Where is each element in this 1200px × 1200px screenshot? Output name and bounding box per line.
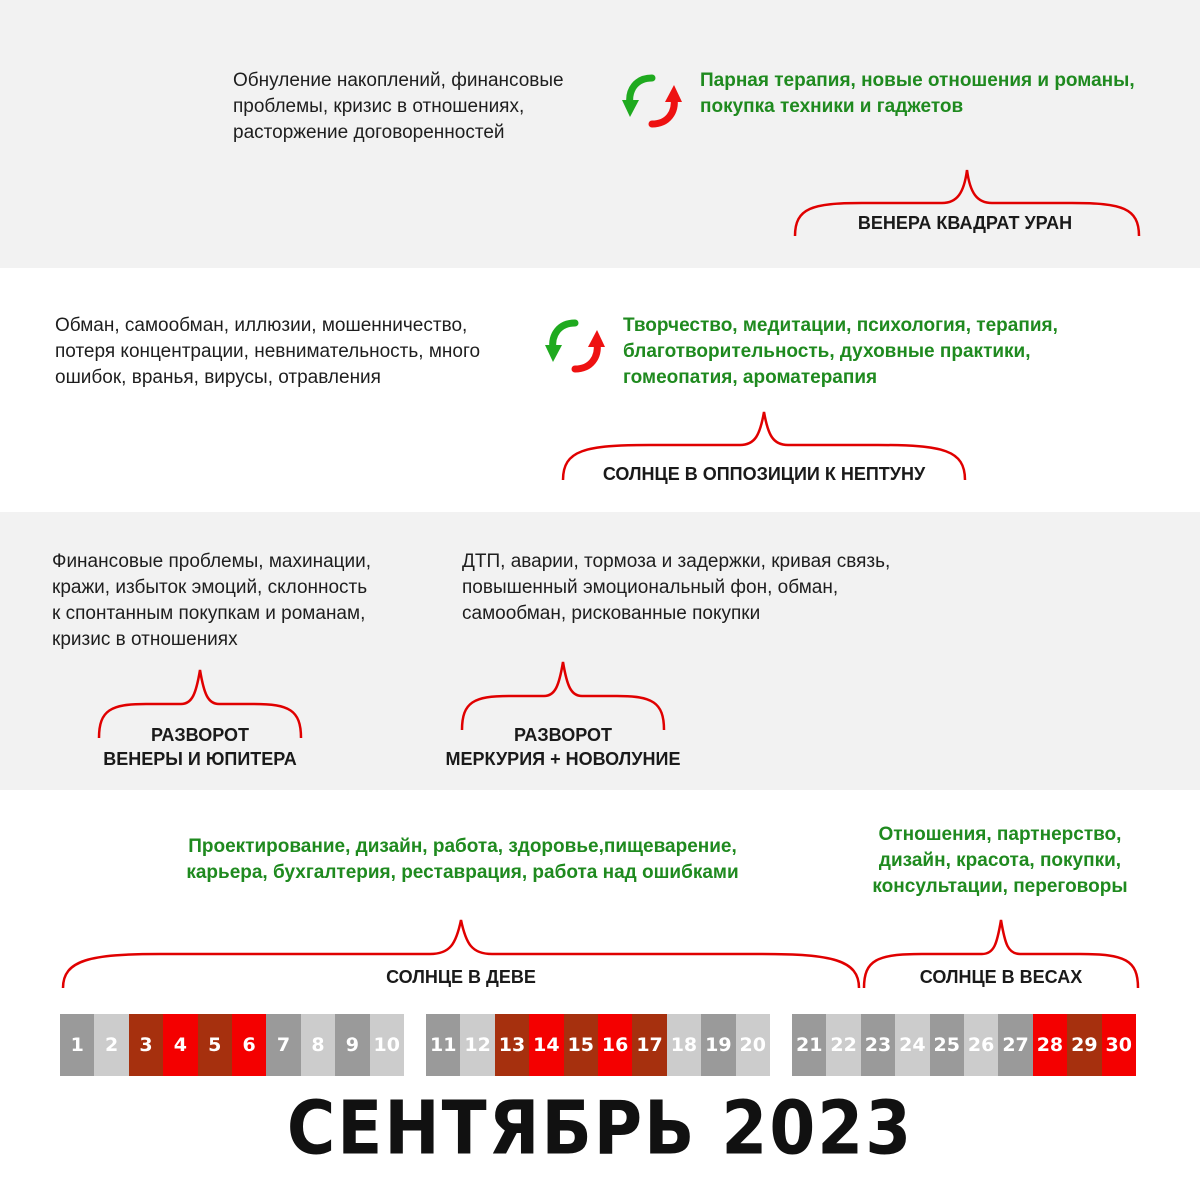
aspect-label: РАЗВОРОТ МЕРКУРИЯ + НОВОЛУНИЕ: [445, 725, 681, 769]
negative-effects-text: Обман, самообман, иллюзии, мошенничество, потеря концентрации, невнимательность, много ошибок, вранья, вирусы, отравления: [55, 315, 481, 388]
mercury-newmoon-effects-text: ДТП, аварии, тормоза и задержки, кривая связь, повышенный эмоциональный фон, обман, самообман, рискованные покупки: [462, 551, 891, 624]
calendar-day: 16: [598, 1014, 632, 1076]
calendar-day: 2: [94, 1014, 128, 1076]
positive-effects-text: Парная терапия, новые отношения и романы, покупка техники и гаджетов: [700, 70, 1135, 117]
calendar-day: 25: [930, 1014, 964, 1076]
sun-in-virgo-label: СОЛНЦЕ В ДЕВЕ: [386, 967, 536, 987]
calendar-week-group: [792, 1014, 1136, 1076]
aspect-label: РАЗВОРОТ ВЕНЕРЫ И ЮПИТЕРА: [103, 725, 297, 769]
calendar-day: 3: [129, 1014, 163, 1076]
calendar-day: 23: [861, 1014, 895, 1076]
calendar-week-group: [60, 1014, 404, 1076]
calendar-day: 6: [232, 1014, 266, 1076]
calendar-day: 15: [564, 1014, 598, 1076]
calendar-day: 24: [895, 1014, 929, 1076]
calendar-day: 22: [826, 1014, 860, 1076]
calendar-day: 7: [266, 1014, 300, 1076]
aspect-label: СОЛНЦЕ В ОППОЗИЦИИ К НЕПТУНУ: [602, 464, 926, 484]
calendar-day: 11: [426, 1014, 460, 1076]
calendar-day: 30: [1102, 1014, 1136, 1076]
calendar-day: 1: [60, 1014, 94, 1076]
aspect-label: ВЕНЕРА КВАДРАТ УРАН: [857, 213, 1073, 233]
refresh-cycle-icon: [545, 315, 605, 377]
calendar-day: 18: [667, 1014, 701, 1076]
calendar-day: 21: [792, 1014, 826, 1076]
sun-in-libra-label: СОЛНЦЕ В ВЕСАХ: [919, 967, 1083, 987]
calendar-day: 9: [335, 1014, 369, 1076]
brace: [459, 660, 667, 732]
libra-positive-text: Отношения, партнерство, дизайн, красота, покупки, консультации, переговоры: [872, 824, 1128, 897]
calendar-day: 20: [736, 1014, 770, 1076]
calendar-day: 29: [1067, 1014, 1101, 1076]
calendar-day: 4: [163, 1014, 197, 1076]
calendar-day: 12: [460, 1014, 494, 1076]
calendar-day: 8: [301, 1014, 335, 1076]
calendar-day: 28: [1033, 1014, 1067, 1076]
calendar-day: 27: [998, 1014, 1032, 1076]
calendar-week-group: [426, 1014, 770, 1076]
calendar-day: 14: [529, 1014, 563, 1076]
negative-effects-text: Обнуление накоплений, финансовые проблемы, кризис в отношениях, расторжение договоренностей: [233, 70, 564, 143]
venus-jupiter-effects-text: Финансовые проблемы, махинации, кражи, избыток эмоций, склонность к спонтанным покупкам и романам, кризис в отношениях: [52, 551, 372, 650]
calendar-day: 17: [632, 1014, 666, 1076]
calendar-day: 13: [495, 1014, 529, 1076]
positive-effects-text: Творчество, медитации, психология, терапия, благотворительность, духовные практики, гомеопатия, ароматерапия: [623, 315, 1058, 388]
calendar-day: 26: [964, 1014, 998, 1076]
calendar-day: 5: [198, 1014, 232, 1076]
calendar-day: 10: [370, 1014, 404, 1076]
refresh-cycle-icon: [622, 70, 682, 132]
virgo-positive-text: Проектирование, дизайн, работа, здоровье,пищеварение, карьера, бухгалтерия, реставрация, работа над ошибками: [186, 836, 739, 883]
page-title: СЕНТЯБРЬ 2023: [286, 1085, 914, 1172]
calendar-day: 19: [701, 1014, 735, 1076]
